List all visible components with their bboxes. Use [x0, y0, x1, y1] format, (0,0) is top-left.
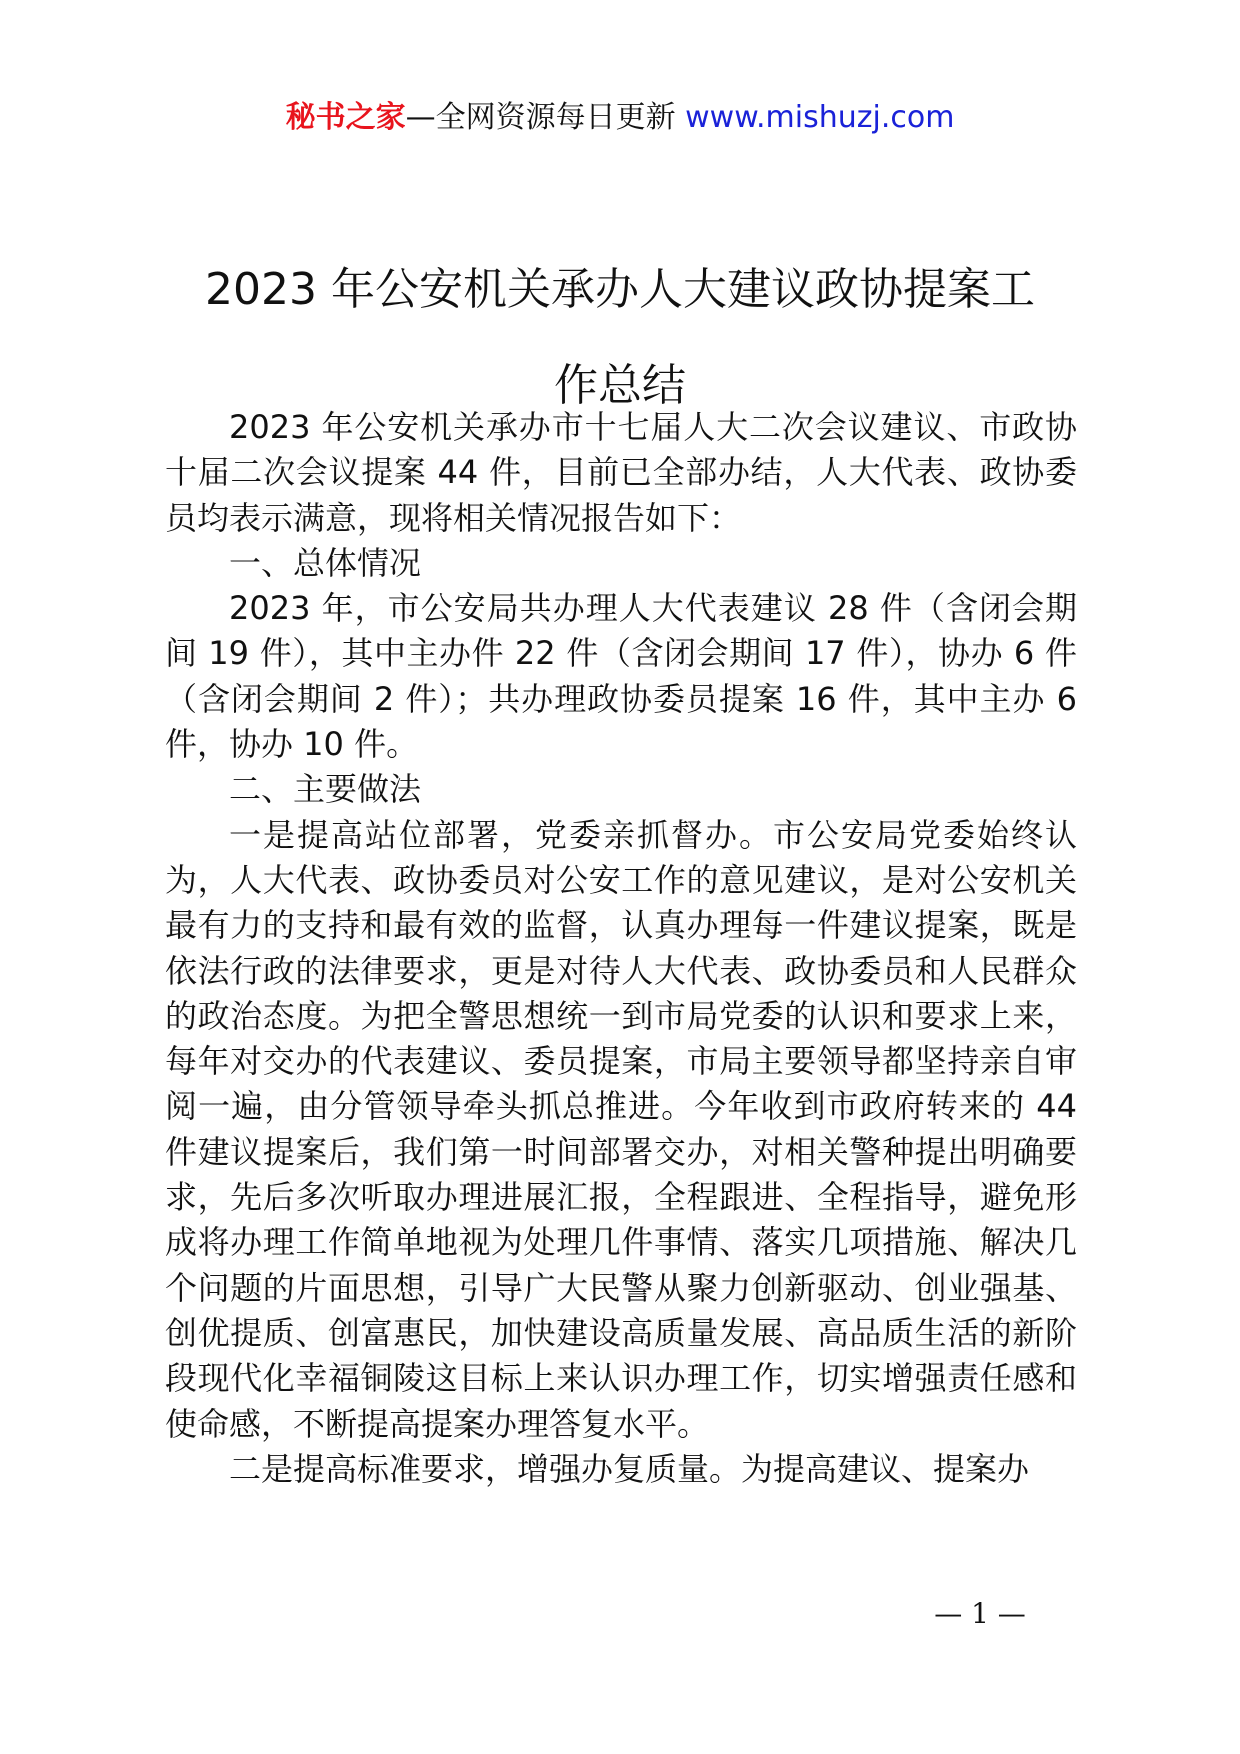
title-line-1: 2023 年公安机关承办人大建议政协提案工: [205, 264, 1035, 315]
brand-name: 秘书之家: [285, 100, 406, 135]
page-number: — 1 —: [934, 1597, 1026, 1630]
section-heading-overview: 一、总体情况: [229, 543, 422, 582]
practice-one-paragraph: 一是提高站位部署，党委亲抓督办。市公安局党委始终认为，人大代表、政协委员对公安工作的意见建议，是对公安机关最有力的支持和最有效的监督，认真办理每一件建议提案，既是依法行政的法律要求，更是对待人大代表、政协委员和人民群众的政治态度。为把全警思想统一到市局党委的认识和要求上来，每年对交办的代表建议、委员提案，市局主要领导都坚持亲自审阅一遍，由分管领导牵头抓总推进。今年收到市政府转来的 44 件建议提案后，我们第一时间部署交办，对相关警种提出明确要求，先后多次听取办理进展汇报，全程跟进、全程指导，避免形成将办理工作简单地视为处理几件事情、落实几项措施、解决几个问题的片面思想，引导广大民警从聚力创新驱动、创业强基、创优提质、创富惠民，加快建设高质量发展、高品质生活的新阶段现代化幸福铜陵这目标上来认识办理工作，切实增强责任感和使命感，不断提高提案办理答复水平。: [165, 815, 1077, 1443]
site-header: [0, 98, 1240, 138]
intro-paragraph: 2023 年公安机关承办市十七届人大二次会议建议、市政协十届二次会议提案 44 件，目前已全部办结，人大代表、政协委员均表示满意，现将相关情况报告如下：: [165, 408, 1077, 537]
header-tagline: —全网资源每日更新: [405, 100, 676, 135]
practice-two-paragraph: 二是提高标准要求，增强办复质量。为提高建议、提案办: [229, 1449, 1030, 1488]
site-url-link[interactable]: www.mishuzj.com: [685, 100, 955, 135]
title-line-2: 作总结: [554, 360, 686, 411]
document-body: [165, 405, 1077, 1492]
overview-paragraph: 2023 年，市公安局共办理人大代表建议 28 件（含闭会期间 19 件），其中主办件 22 件（含闭会期间 17 件），协办 6 件（含闭会期间 2 件）；共办理政协委员提案 16 件，其中主办 6 件，协办 10 件。: [165, 589, 1077, 764]
section-heading-practices: 二、主要做法: [229, 770, 422, 809]
